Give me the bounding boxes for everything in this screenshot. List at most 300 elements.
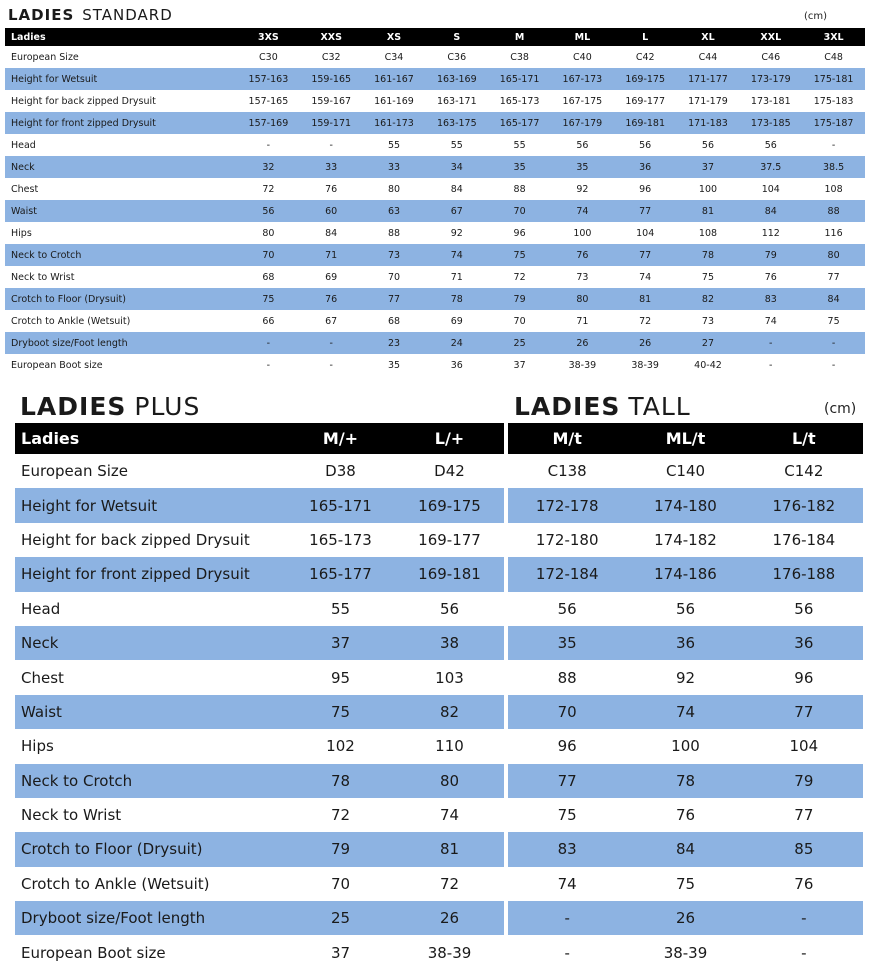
tall-unit: (cm) [824, 401, 857, 417]
table-cell: 169-177 [418, 530, 481, 549]
table-cell: 74 [764, 315, 777, 327]
table-cell: 55 [450, 139, 463, 151]
table-cell: 26 [626, 901, 744, 935]
table-cell: 38-39 [631, 359, 659, 371]
column-header: S [425, 28, 488, 46]
table-cell: - [266, 139, 271, 151]
table-row [15, 523, 504, 557]
table-cell: 82 [395, 695, 504, 729]
table-cell: 96 [557, 737, 577, 756]
table-cell: - [739, 332, 802, 354]
table-cell: 159-171 [300, 112, 363, 134]
column-header: XL [677, 28, 740, 46]
table-cell: 67 [425, 200, 488, 222]
column-header: M/t [508, 423, 626, 454]
table-cell: 78 [677, 244, 740, 266]
table-cell: 157-165 [248, 95, 289, 107]
table-cell: 173-179 [739, 68, 802, 90]
row-label: Crotch to Floor (Drysuit) [15, 832, 286, 866]
table-cell: 81 [614, 288, 677, 310]
table-cell: 73 [701, 315, 715, 327]
row-label: Dryboot size/Foot length [5, 332, 237, 354]
column-header: 3XL [802, 28, 865, 46]
table-cell: 63 [363, 200, 426, 222]
table-row [508, 935, 863, 969]
table-row [15, 488, 504, 522]
table-cell: 176-184 [772, 530, 836, 549]
table-row [508, 454, 863, 488]
table-cell: 26 [395, 901, 504, 935]
table-row [508, 592, 863, 626]
table-cell: 36 [614, 156, 677, 178]
plus-title-light: PLUS [134, 392, 201, 421]
table-cell: 174-180 [626, 488, 744, 522]
table-cell: 66 [262, 315, 275, 327]
table-cell: 92 [675, 668, 696, 687]
table-cell: C44 [698, 51, 718, 63]
table-row [5, 266, 865, 288]
table-row [508, 901, 863, 935]
table-cell: 80 [387, 183, 401, 195]
row-label: Crotch to Ankle (Wetsuit) [11, 315, 131, 327]
table-cell: 76 [551, 244, 614, 266]
row-label: European Boot size [21, 943, 166, 962]
table-cell: 72 [330, 806, 351, 825]
table-cell: 37.5 [739, 156, 802, 178]
table-cell: - [237, 332, 300, 354]
table-cell: 24 [425, 332, 488, 354]
table-row [5, 332, 865, 354]
table-cell: 80 [802, 244, 865, 266]
table-cell: 37 [330, 943, 351, 962]
table-cell: 80 [262, 227, 275, 239]
table-cell: 78 [286, 764, 395, 798]
table-cell: 163-171 [436, 95, 477, 107]
table-row [15, 660, 504, 694]
table-cell: 81 [395, 832, 504, 866]
table-cell: 76 [325, 183, 338, 195]
table-cell: 74 [425, 244, 488, 266]
table-cell: 165-173 [499, 95, 540, 107]
table-cell: 84 [739, 200, 802, 222]
table-row [15, 764, 504, 798]
standard-unit: (cm) [804, 11, 828, 22]
table-cell: 56 [675, 599, 696, 618]
table-row [5, 134, 865, 156]
row-label: Height for Wetsuit [5, 68, 237, 90]
table-cell: 171-177 [677, 68, 740, 90]
table-cell: C42 [635, 51, 655, 63]
table-row [508, 660, 863, 694]
table-cell: 75 [675, 874, 696, 893]
standard-title-light: STANDARD [82, 6, 173, 24]
table-header-row [5, 28, 865, 46]
column-header: M [488, 28, 551, 46]
table-cell: 103 [435, 668, 464, 687]
row-label: Height for back zipped Drysuit [21, 530, 250, 549]
table-row [15, 935, 504, 969]
table-row [15, 867, 504, 901]
table-cell: 104 [636, 227, 655, 239]
table-cell: 56 [439, 599, 460, 618]
table-cell: 68 [387, 315, 401, 327]
table-cell: 79 [745, 764, 863, 798]
table-row [508, 488, 863, 522]
table-cell: 104 [789, 737, 819, 756]
table-cell: 165-173 [309, 530, 372, 549]
table-cell: 77 [794, 806, 814, 825]
table-cell: C40 [573, 51, 592, 63]
plus-title-bold: LADIES [20, 392, 127, 421]
table-row [5, 354, 865, 376]
table-cell: 35 [387, 359, 401, 371]
table-cell: 72 [262, 183, 275, 195]
column-header: XXS [300, 28, 363, 46]
table-cell: 169-181 [395, 557, 504, 591]
table-cell: 102 [326, 737, 355, 756]
table-cell: C32 [321, 51, 341, 63]
table-cell: 112 [761, 227, 780, 239]
table-cell: - [329, 359, 333, 371]
table-cell: C48 [824, 51, 843, 63]
table-cell: 79 [488, 288, 551, 310]
table-cell: 176-188 [745, 557, 863, 591]
table-cell: 74 [439, 806, 460, 825]
table-cell: 176-182 [745, 488, 863, 522]
tall-title-bold: LADIES [514, 392, 621, 421]
table-cell: 79 [286, 832, 395, 866]
row-label: European Size [21, 462, 129, 481]
table-cell: 23 [363, 332, 426, 354]
table-cell: 96 [513, 227, 526, 239]
table-cell: 76 [794, 874, 814, 893]
row-label: Waist [15, 695, 286, 729]
table-cell: 56 [237, 200, 300, 222]
row-label: Neck [5, 156, 237, 178]
table-cell: 175-187 [802, 112, 865, 134]
tall-size-table [508, 423, 863, 970]
row-label: Head [11, 139, 36, 151]
table-cell: 73 [576, 271, 589, 283]
column-header: L/+ [395, 423, 504, 454]
table-cell: 172-180 [535, 530, 599, 549]
table-row [15, 729, 504, 763]
table-cell: C34 [384, 51, 404, 63]
row-label: Hips [11, 227, 32, 239]
table-cell: 74 [639, 271, 652, 283]
table-cell: 25 [488, 332, 551, 354]
table-cell: 35 [488, 156, 551, 178]
table-cell: 82 [677, 288, 740, 310]
table-cell: - [508, 901, 626, 935]
table-row [5, 90, 865, 112]
table-cell: 171-183 [677, 112, 740, 134]
table-cell: 96 [794, 668, 814, 687]
row-label: Neck to Crotch [5, 244, 237, 266]
table-cell: 37 [286, 626, 395, 660]
table-cell: 35 [508, 626, 626, 660]
table-cell: 36 [450, 359, 463, 371]
table-cell: 83 [739, 288, 802, 310]
table-row [15, 695, 504, 729]
row-label: Head [21, 599, 61, 618]
row-label: Neck to Crotch [15, 764, 286, 798]
table-cell: C38 [510, 51, 529, 63]
table-cell: 76 [675, 806, 696, 825]
table-row [5, 288, 865, 310]
table-cell: 169-181 [614, 112, 677, 134]
column-header: XXL [739, 28, 802, 46]
table-cell: - [745, 901, 863, 935]
table-cell: 77 [508, 764, 626, 798]
table-cell: 159-165 [300, 68, 363, 90]
table-cell: - [802, 332, 865, 354]
table-cell: 74 [551, 200, 614, 222]
table-cell: 79 [739, 244, 802, 266]
table-cell: 56 [576, 139, 589, 151]
table-cell: 172-178 [508, 488, 626, 522]
table-row [5, 68, 865, 90]
plus-size-table [15, 423, 504, 970]
table-cell: 157-163 [237, 68, 300, 90]
table-cell: 88 [513, 183, 526, 195]
table-cell: 78 [626, 764, 744, 798]
table-cell: 88 [802, 200, 865, 222]
table-cell: 34 [425, 156, 488, 178]
row-label: Dryboot size/Foot length [15, 901, 286, 935]
table-cell: 55 [513, 139, 526, 151]
table-cell: 84 [802, 288, 865, 310]
table-row [5, 178, 865, 200]
table-cell: 77 [614, 244, 677, 266]
table-cell: 75 [237, 288, 300, 310]
table-cell: 70 [488, 200, 551, 222]
table-cell: - [564, 943, 570, 962]
table-cell: 74 [557, 874, 577, 893]
table-cell: 70 [330, 874, 351, 893]
table-cell: 56 [639, 139, 652, 151]
table-row [508, 764, 863, 798]
table-cell: 169-177 [625, 95, 666, 107]
standard-title [8, 6, 173, 24]
table-row [508, 523, 863, 557]
row-label: Waist [5, 200, 237, 222]
row-label: Chest [11, 183, 39, 195]
table-cell: 37 [513, 359, 526, 371]
column-header: 3XS [237, 28, 300, 46]
standard-size-table [5, 28, 865, 376]
column-header: L/t [745, 423, 863, 454]
plus-title [20, 392, 200, 421]
table-row [508, 832, 863, 866]
row-label: European Size [11, 51, 79, 63]
column-header: M/+ [286, 423, 395, 454]
table-cell: 70 [387, 271, 401, 283]
table-cell: 38.5 [802, 156, 865, 178]
row-label: Neck to Wrist [21, 806, 122, 825]
table-cell: C142 [784, 462, 824, 481]
row-label: Hips [21, 737, 54, 756]
table-row [508, 867, 863, 901]
table-cell: 95 [330, 668, 351, 687]
table-row [15, 832, 504, 866]
table-row [5, 200, 865, 222]
table-cell: 75 [827, 315, 840, 327]
table-cell: 72 [439, 874, 460, 893]
table-header-row [508, 423, 863, 454]
row-label: Neck [15, 626, 286, 660]
table-row [508, 695, 863, 729]
table-cell: 25 [286, 901, 395, 935]
table-cell: 110 [435, 737, 464, 756]
row-label: Height for front zipped Drysuit [5, 112, 237, 134]
table-cell: 173-181 [750, 95, 791, 107]
table-cell: 83 [508, 832, 626, 866]
table-cell: 85 [745, 832, 863, 866]
table-row [5, 310, 865, 332]
table-cell: C138 [547, 462, 587, 481]
table-cell: 161-167 [363, 68, 426, 90]
table-cell: 100 [671, 737, 700, 756]
table-cell: 72 [639, 315, 652, 327]
table-cell: 75 [488, 244, 551, 266]
table-header-row [15, 423, 504, 454]
table-cell: 74 [626, 695, 744, 729]
table-cell: 78 [425, 288, 488, 310]
table-cell: D42 [434, 462, 465, 481]
table-cell: 174-182 [654, 530, 717, 549]
table-row [5, 112, 865, 134]
table-cell: 173-185 [739, 112, 802, 134]
row-label: Crotch to Ankle (Wetsuit) [21, 874, 210, 893]
row-label: Height for front zipped Drysuit [15, 557, 286, 591]
table-cell: 75 [701, 271, 715, 283]
table-cell: 88 [557, 668, 577, 687]
table-cell: 36 [626, 626, 744, 660]
table-cell: 108 [824, 183, 843, 195]
table-cell: 68 [262, 271, 275, 283]
table-cell: 167-179 [551, 112, 614, 134]
table-cell: C140 [665, 462, 706, 481]
table-cell: 88 [387, 227, 401, 239]
table-cell: 36 [745, 626, 863, 660]
table-cell: 77 [745, 695, 863, 729]
table-cell: 77 [827, 271, 840, 283]
row-label: Crotch to Floor (Drysuit) [5, 288, 237, 310]
table-cell: D38 [325, 462, 356, 481]
table-cell: 159-167 [311, 95, 352, 107]
table-row [508, 729, 863, 763]
table-cell: 75 [557, 806, 577, 825]
row-label: Height for back zipped Drysuit [11, 95, 156, 107]
table-cell: 169-175 [614, 68, 677, 90]
table-cell: C30 [259, 51, 278, 63]
standard-title-bold: LADIES [8, 6, 75, 24]
table-row [508, 626, 863, 660]
table-cell: 175-181 [802, 68, 865, 90]
table-row [5, 156, 865, 178]
table-cell: C46 [761, 51, 781, 63]
table-cell: 96 [639, 183, 652, 195]
table-cell: 163-169 [425, 68, 488, 90]
table-cell: 69 [450, 315, 463, 327]
table-cell: 84 [626, 832, 744, 866]
column-header: ML [551, 28, 614, 46]
table-row [15, 626, 504, 660]
table-cell: 175-183 [813, 95, 854, 107]
table-cell: 100 [573, 227, 592, 239]
table-cell: 73 [363, 244, 426, 266]
table-cell: 38-39 [568, 359, 597, 371]
table-row [5, 222, 865, 244]
table-cell: 92 [450, 227, 463, 239]
table-cell: 165-171 [488, 68, 551, 90]
table-cell: 163-175 [425, 112, 488, 134]
table-row [15, 557, 504, 591]
tall-title-light: TALL [628, 392, 691, 421]
table-cell: 116 [824, 227, 843, 239]
table-cell: 38 [395, 626, 504, 660]
column-header-label: Ladies [15, 423, 286, 454]
table-cell: 56 [794, 599, 814, 618]
table-row [15, 592, 504, 626]
table-cell: 38-39 [663, 943, 708, 962]
table-cell: 71 [450, 271, 463, 283]
table-cell: 75 [286, 695, 395, 729]
table-cell: 92 [576, 183, 589, 195]
table-cell: 40-42 [694, 359, 722, 371]
table-cell: - [300, 332, 363, 354]
table-row [15, 901, 504, 935]
tall-title [514, 392, 691, 421]
table-cell: 56 [701, 139, 715, 151]
table-cell: 171-179 [688, 95, 728, 107]
table-cell: 172-184 [508, 557, 626, 591]
table-cell: 72 [513, 271, 526, 283]
row-label: Neck to Wrist [11, 271, 75, 283]
table-row [508, 798, 863, 832]
table-cell: 35 [551, 156, 614, 178]
table-cell: 104 [761, 183, 780, 195]
table-cell: 70 [513, 315, 526, 327]
table-cell: 157-169 [237, 112, 300, 134]
table-cell: 71 [300, 244, 363, 266]
table-cell: 71 [576, 315, 589, 327]
column-header: XS [363, 28, 426, 46]
table-cell: - [769, 359, 773, 371]
table-cell: - [266, 359, 271, 371]
table-cell: 81 [677, 200, 740, 222]
table-row [5, 46, 865, 68]
table-row [15, 454, 504, 488]
table-cell: 60 [300, 200, 363, 222]
table-cell: C36 [447, 51, 467, 63]
table-cell: - [831, 359, 836, 371]
table-cell: 84 [450, 183, 463, 195]
table-cell: - [801, 943, 807, 962]
table-cell: 37 [677, 156, 740, 178]
table-row [5, 244, 865, 266]
table-cell: 56 [764, 139, 777, 151]
table-cell: 33 [300, 156, 363, 178]
table-cell: 56 [557, 599, 577, 618]
table-cell: 80 [395, 764, 504, 798]
table-cell: 165-171 [286, 488, 395, 522]
row-label: Chest [21, 668, 64, 687]
table-cell: 77 [614, 200, 677, 222]
table-cell: 38-39 [427, 943, 472, 962]
table-cell: 77 [363, 288, 426, 310]
